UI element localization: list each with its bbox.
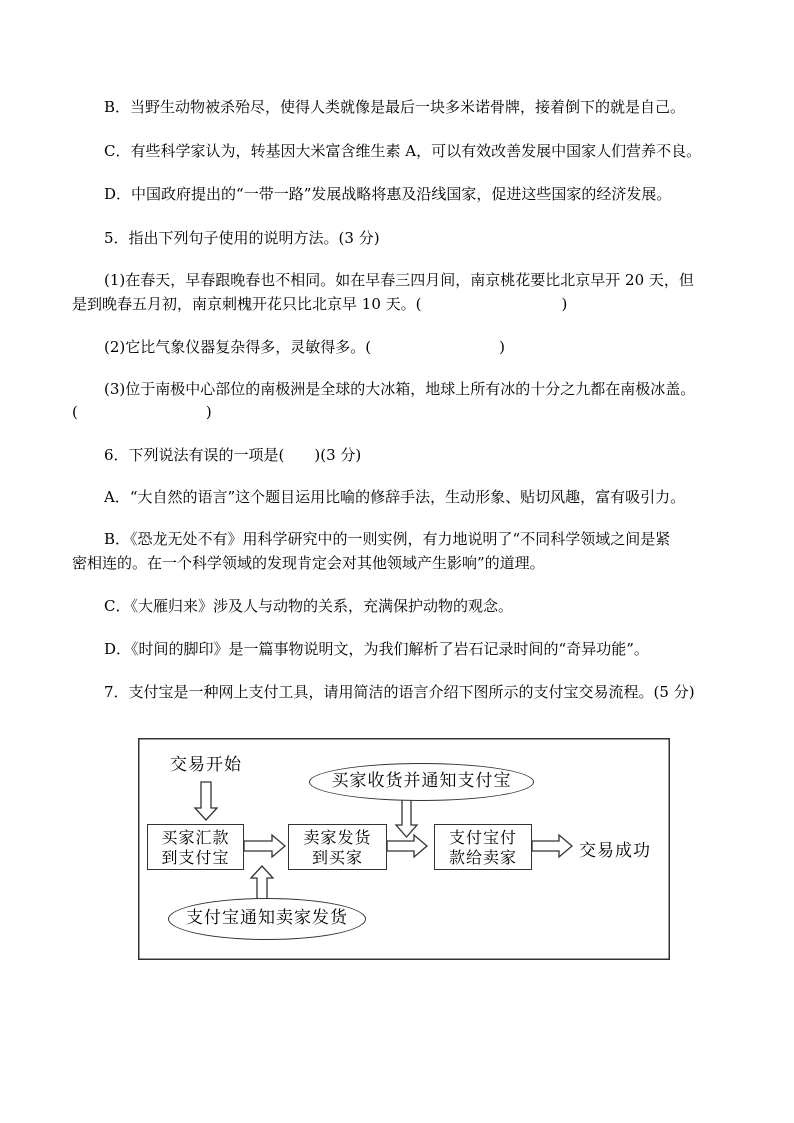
q6-option-b-line-1: B．《恐龙无处不有》用科学研究中的一则实例，有力地说明了“不同科学领域之间是紧: [104, 530, 671, 548]
box-buyer-pays: [147, 824, 244, 870]
q5-sentence-3-line-1: (3)位于南极中心部位的南极洲是全球的大冰箱，地球上所有冰的十分之九都在南极冰盖。: [104, 380, 696, 398]
q5-sentence-1-text: 是到晚春五月初，南京刺槐开花只比北京早 10 天。(: [72, 295, 422, 313]
oval-buyer-receives-label: 买家收货并通知支付宝: [331, 771, 512, 791]
q4-option-c: C．有些科学家认为，转基因大米富含维生素 A，可以有效改善发展中国家人们营养不良。: [104, 142, 702, 160]
q6-option-a: A．“大自然的语言”这个题目运用比喻的修辞手法，生动形象、贴切风趣，富有吸引力。: [104, 488, 686, 506]
right-arrow-icon: [244, 835, 285, 857]
q7-stem: 7．支付宝是一种网上支付工具，请用简洁的语言介绍下图所示的支付宝交易流程。(5 分): [104, 683, 695, 701]
q5-sentence-3-line-2: [72, 401, 212, 423]
q4-option-b: B．当野生动物被杀殆尽，使得人类就像是最后一块多米诺骨牌，接着倒下的就是自己。: [104, 98, 686, 116]
q4-option-d: D．中国政府提出的“一带一路”发展战略将惠及沿线国家，促进这些国家的经济发展。: [104, 185, 672, 203]
q5-close-paren-1: ): [561, 295, 568, 313]
right-arrow-icon: [532, 835, 572, 857]
q5-close-paren-3: ): [205, 403, 212, 421]
flow-start-label: 交易开始: [170, 755, 242, 775]
alipay-flowchart: [138, 738, 670, 960]
oval-alipay-notifies-seller-label: 支付宝通知卖家发货: [186, 908, 348, 928]
q6-stem: 6．下列说法有误的一项是( )(3 分): [104, 446, 362, 464]
q6-option-d: D．《时间的脚印》是一篇事物说明文，为我们解析了岩石记录时间的“奇异功能”。: [104, 640, 649, 658]
box-buyer-pays-line-1: 买家汇款: [161, 828, 230, 847]
flow-end-label: 交易成功: [579, 841, 651, 861]
q5-sentence-2-text: (2)它比气象仪器复杂得多，灵敏得多。(: [104, 338, 372, 356]
q6-option-c: C．《大雁归来》涉及人与动物的关系，充满保护动物的观念。: [104, 597, 513, 615]
box-buyer-pays-line-2: 到支付宝: [161, 848, 230, 867]
box-alipay-pays-seller-line-1: 支付宝付: [448, 828, 517, 847]
right-arrow-icon: [387, 835, 427, 857]
q6-option-b-line-2: 密相连的。在一个科学领域的发现肯定会对其他领域产生影响”的道理。: [72, 554, 545, 572]
q5-sentence-1-line-2: [72, 293, 567, 315]
down-arrow-icon: [195, 782, 217, 820]
q5-close-paren-2: ): [499, 338, 505, 356]
box-seller-ships-line-2: 到买家: [311, 848, 363, 867]
q5-open-paren-3: (: [72, 403, 78, 421]
oval-buyer-receives: [309, 763, 534, 801]
box-alipay-pays-seller-line-2: 款给卖家: [448, 848, 517, 867]
box-seller-ships-line-1: 卖家发货: [303, 828, 372, 847]
oval-alipay-notifies-seller: [168, 898, 366, 940]
q5-stem: 5．指出下列句子使用的说明方法。(3 分): [104, 229, 380, 247]
q5-sentence-2: [104, 336, 505, 358]
box-alipay-pays-seller: [434, 824, 532, 870]
q5-sentence-1-line-1: (1)在春天，早春跟晚春也不相同。如在早春三四月间，南京桃花要比北京早开 20 天，但: [104, 271, 694, 289]
box-seller-ships: [288, 824, 387, 870]
